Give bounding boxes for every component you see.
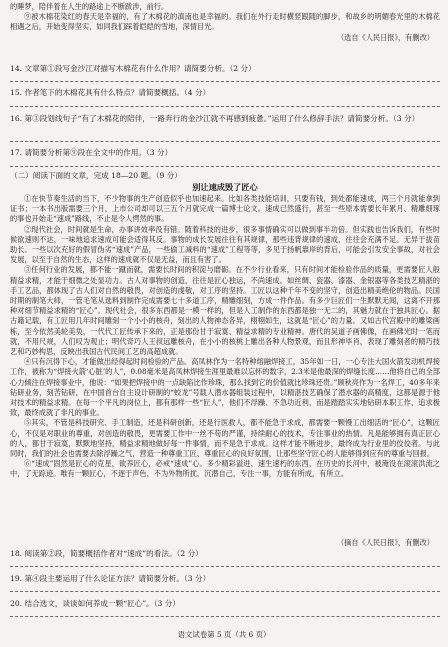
- question-18: 18. 阅读第②段，简要概括作者对“速成”的看法。（2 分）: [10, 549, 203, 558]
- article-paragraph-3: ③任何行业的发展，都不能一蹴而就，需要长时间的积淀与磨砺。在不少行业看来，只有时间才能检验作品的质量，更需要匠人般精益求精，才能于细微之处显功力。古人对事物的创造，往往是匠心独运，不尚速成。如丝绸、瓷器、漆器、金银器等各类技艺精湛的手工艺品，都体现了古人们对自然的敬畏，对创造的虔敬，对工序的坚持。工匠以这种千年不变的坚守，创造出精美绝伦的物品。民国时期的制笔大师，一管毛笔从选料到制作完成需要七十多道工序，精雕细刻，方成一件作品。有多少巨匠们一生默默无闻，这离不开那种对细节精益求精的“匠心”。现代社会，很多东西都是一模一样的，但是人工制作的东西都是独一无二的，其魅力就在于独具匠心。据古籍记载，有工匠用几年时间雕刻一个小小的核舟，刻出的人物神态各异，栩栩如生，这就是“匠心”的力量。又如古代宫殿中的雕梁画栋，至今依然美轮美奂，一代代工匠传承下来的，正是那份甘于寂寞、精益求精的专业精神。唐代的吴道子画佛像，在画佛光时一笔而就，不用尺规，人们叹为观止；明代奇巧人王叔远雕核舟，在小小的核桃上雕出各种人物景观，而且形神毕肖，表现了雕刻者的精巧技艺和巧妙构思，反映出我国古代民间工艺的高超成就。: [10, 265, 440, 357]
- article-title: 别让速成毁了匠心: [192, 182, 258, 192]
- page-footer: 语文试卷第 5 页（共 6 页）: [177, 630, 271, 639]
- article-paragraph-5: ⑤其实，不管是科技研究、手工制造，还是科研创新，还是行医救人，都不能急于求成，都需要一颗慢工出细活的“匠心”，这颗匠心，不仅是对职业的尊重，对创造的敬畏，更需要工作中一丝不苟的严谨，持续耐心的技术，专注事业的热情。凡是能够拥有真正匠心的人，都甘于寂寞，默默地坚持，精益求精地做好每一件事情，而不是急于求成。这样才能不断进步，最终成为行业里的佼佼者。与此同时，我们的社会也需要去除浮躁之气，营造一种尊重工匠、尊重匠心的良好氛围，让那些坚守匠心的人能够得到应有的尊重与回报。: [10, 418, 440, 459]
- answer-line: [10, 106, 440, 107]
- source-citation: （选自《人民日报》，有删改）: [336, 32, 434, 42]
- question-20: 20. 结合选文，谈谈如何养成一颗“匠心”。（3 分）: [10, 599, 180, 608]
- article-paragraph-6: ⑥“速成”固然是匠心的克星，欲养匠心，必戒“速成”心。多少精彩溢进、速生速朽的东西，在历史的长河中，被淹没在滚滚洪流之中，了无踪迹。唯有一颗匠心，不逐于声色，不为外物所扰，沉潜自己，专注一事，方能有所成，有所立。: [10, 459, 440, 479]
- passage-continuation: 的睡梦，陪伴着在人生的路途上不断跋涉，前行。: [10, 2, 169, 11]
- reading-passage-tail: [10, 2, 440, 43]
- question-16: 16. 第③段划线句子“有了木棉花的陪伴，一路奔行的金沙江就不再感到疲惫。”运用了什么修辞手法？请简要分析。（3 分）: [10, 114, 420, 123]
- answer-line: [10, 591, 440, 592]
- article-paragraph-1: ①在快节奏生活的当下，不少物事的生产创造似乎也加速起来。比如各类技能培训，只要有钱，到处都能速成，两三个月就能拿到证书；一本书出版需要三个月，上市公司却可以三五个月就完成一篇博士论文。速成已然盛行，甚至一些原本需要长年累月、精雕细琢的事也开始走“速成”路线，不止是令人愕然的事。: [10, 194, 440, 224]
- section-heading: （二）阅读下面的文章，完成 18—20 题。（9 分）: [10, 171, 182, 180]
- article-paragraph-2: ②现代社会，时间就是生命，办事讲效率没有错。随着科技的进步，很多事情确实可以做到事半功倍。但实践也告诉我们，有些时候欲速则不达，一味地追求速成可能会适得其反。事物的成长发展往往有其规律，那些违背规律的速成，往往会充满不足。无异于拔苗助长。一些以次充好的假冒伪劣“速成”产品，一些偷工减料的“速成”工程等等，多见于扬帆靠岸的背后，可能会引发安全事故，对社会发展，以至于自然的生态，这样的速成就不仅是无益，而且有害了。: [10, 224, 440, 265]
- article-body: [10, 194, 440, 538]
- answer-line: [10, 616, 440, 617]
- question-17: 17. 请简要分析第⑨段在全文中的作用。（3 分）: [10, 148, 173, 157]
- answer-line: [10, 141, 440, 142]
- answer-line: [10, 566, 440, 567]
- question-19: 19. 第④段主要运用了什么论证方法？请简要分析。（3 分）: [10, 574, 211, 583]
- article-paragraph-4: ④只有沉得下心，才能做出经得起时间检验的产品。高凤林作为一名特种熔融焊接工，35年如一日，一心专注大国火箭发动机焊接工作，被称为“焊接火箭‘心脏’的人”，0.08毫米是高凤林焊接生涯里最难以忘怀的数字，2.3米是他最深的焊缝长度……他将自己的全部心力倾注在焊接事业中，他说：“如果把焊接中的一点缺陷比作珍珠，那么找到它的价值就比珍珠还贵。”顾秋亮作为一名焊工，40多年来钻研业务，刻苦钻研，在中国首台自主设计研制的“蛟龙”号载人潜水器组装过程中，以精湛技艺确保了潜水器的高精度，这都是源于他对技术的精益求精。在每一个平凡的岗位上，都有那样一些“匠人”，他们不浮躁、不急功近利，而是踏踏实实地钻研本职工作，追求极致，最终成就了非凡的事业。: [10, 357, 440, 418]
- answer-line: [10, 166, 440, 167]
- question-14: 14. 文章第①段写金沙江对描写木棉花有什么作用？请简要分析。（2 分）: [10, 64, 256, 73]
- passage-paragraph-9: ⑨被木棉花染红的春天是幸福的，有了木棉花的滇南也是幸福的。我们在外行走时横竖跟随的脚步，和故乡的明媚春光里的木棉花相遇之后，开始变得坚实，如同我们踩着皑皑的雪地，深情目光。: [10, 12, 440, 32]
- question-15: 15. 作者笔下的木棉花具有什么特点？请简要概括。（4 分）: [10, 88, 211, 97]
- answer-line: [10, 81, 440, 82]
- article-source: （摘自《人民日报》，有删改）: [336, 538, 434, 547]
